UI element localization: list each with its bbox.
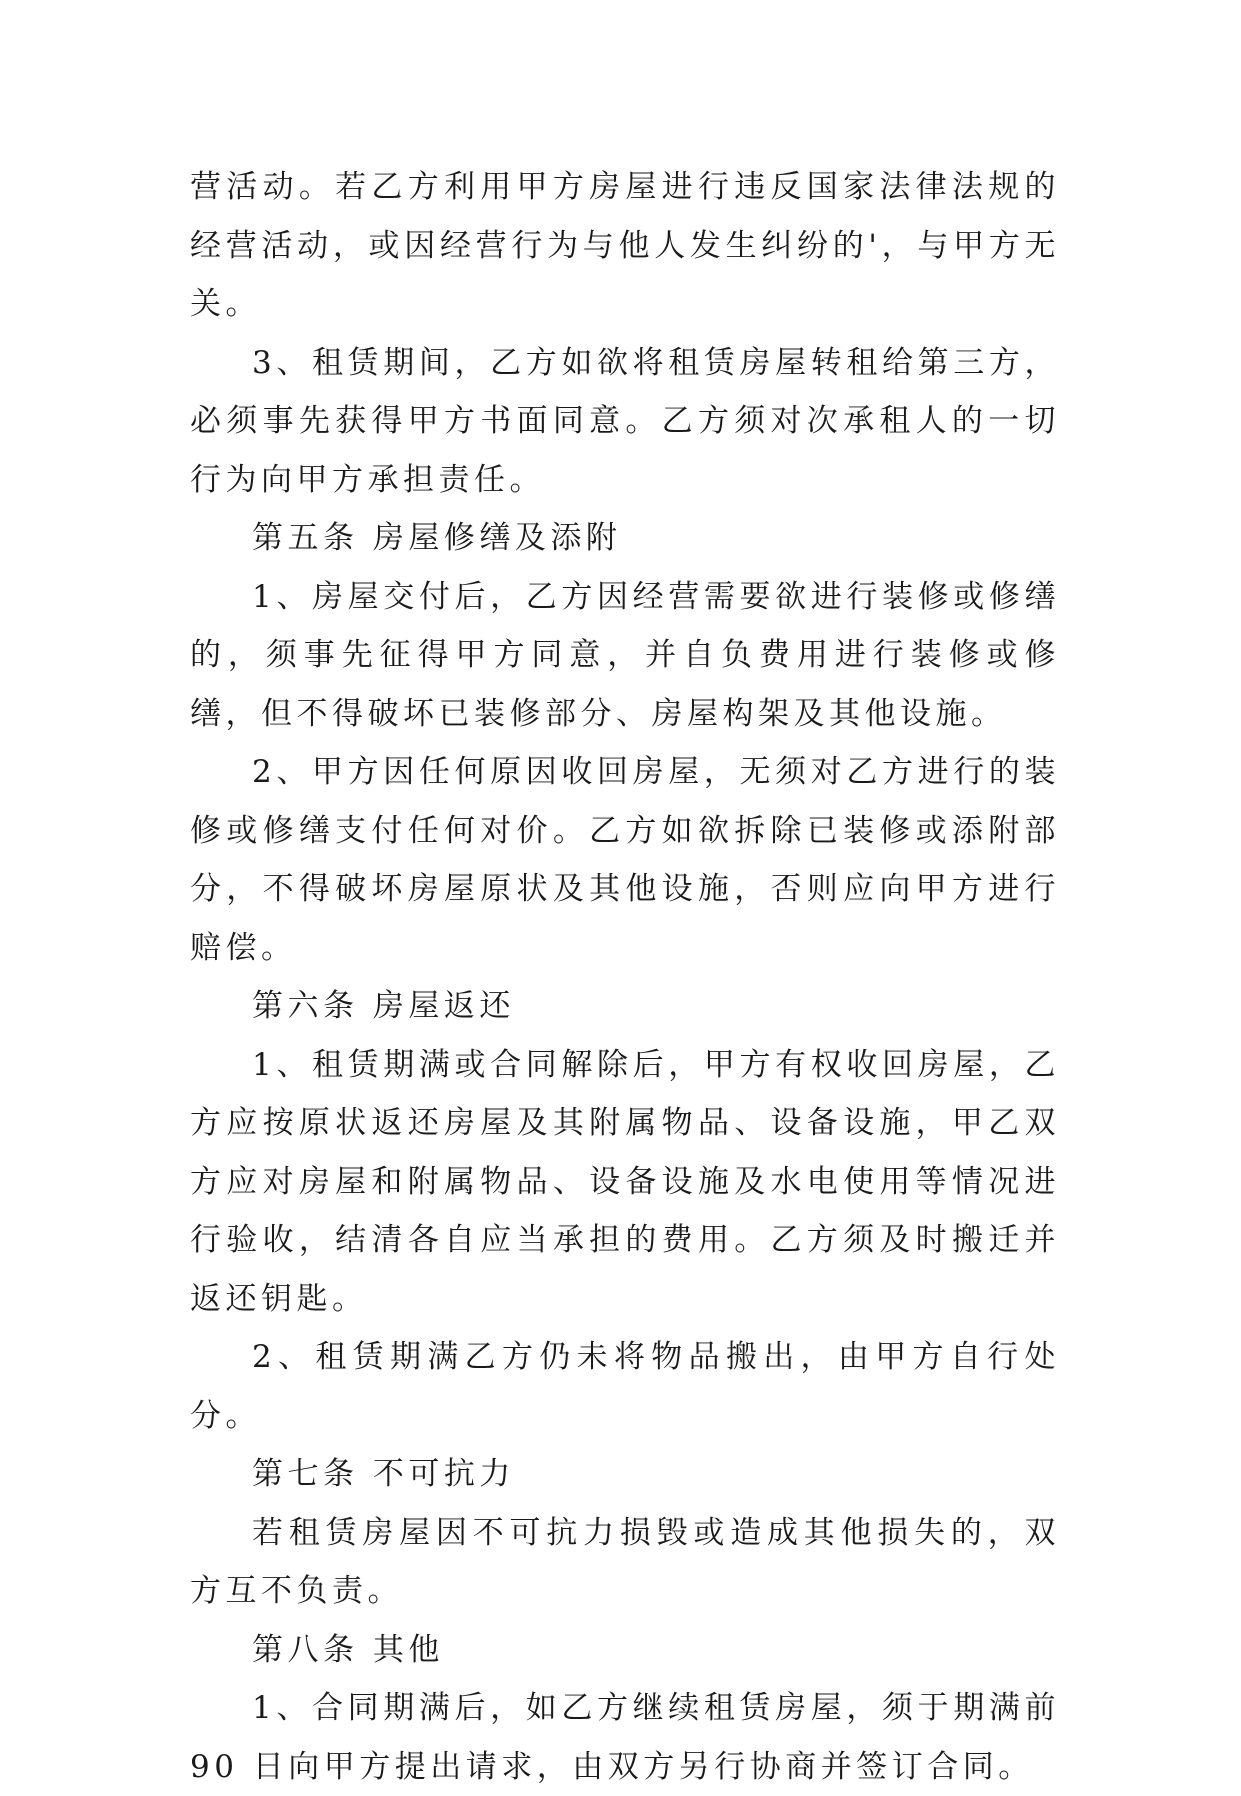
paragraph-renovation-clause: 1、房屋交付后，乙方因经营需要欲进行装修或修缮的，须事先征得甲方同意，并自负费用进行装修或修缮，但不得破坏已装修部分、房屋构架及其他设施。: [190, 578, 1060, 732]
paragraph-sublease-clause: 3、租赁期间，乙方如欲将租赁房屋转租给第三方，必须事先获得甲方书面同意。乙方须对次承租人的一切行为向甲方承担责任。: [190, 344, 1060, 498]
paragraph-return-clause: 1、租赁期满或合同解除后，甲方有权收回房屋，乙方应按原状返还房屋及其附属物品、设备设施，甲乙双方应对房屋和附属物品、设备设施及水电使用等情况进行验收，结清各自应当承担的费用。乙方须及时搬迁并返还钥匙。: [190, 1046, 1060, 1317]
paragraph-force-majeure-clause: 若租赁房屋因不可抗力损毁或造成其他损失的，双方互不负责。: [190, 1514, 1060, 1609]
paragraph-renewal-clause: 1、合同期满后，如乙方继续租赁房屋，须于期满前 90 日向甲方提出请求，由双方另行协商并签订合同。: [190, 1690, 1060, 1785]
heading-article-7: 第七条 不可抗力: [252, 1456, 515, 1492]
heading-article-5: 第五条 房屋修缮及添附: [252, 520, 622, 556]
heading-article-8: 第八条 其他: [252, 1631, 444, 1668]
paragraph-unremoved-items-clause: 2、租赁期满乙方仍未将物品搬出，由甲方自行处分。: [190, 1339, 1060, 1434]
paragraph-renovation-compensation-clause: 2、甲方因任何原因收回房屋，无须对乙方进行的装修或修缮支付任何对价。乙方如欲拆除已装修或添附部分，不得破坏房屋原状及其他设施，否则应向甲方进行赔偿。: [190, 754, 1060, 966]
paragraph-business-activity-clause: 营活动。若乙方利用甲方房屋进行违反国家法律法规的经营活动，或因经营行为与他人发生纠纷的'，与甲方无关。: [190, 169, 1060, 322]
heading-article-6: 第六条 房屋返还: [252, 988, 515, 1024]
document-body: [190, 158, 1060, 1796]
